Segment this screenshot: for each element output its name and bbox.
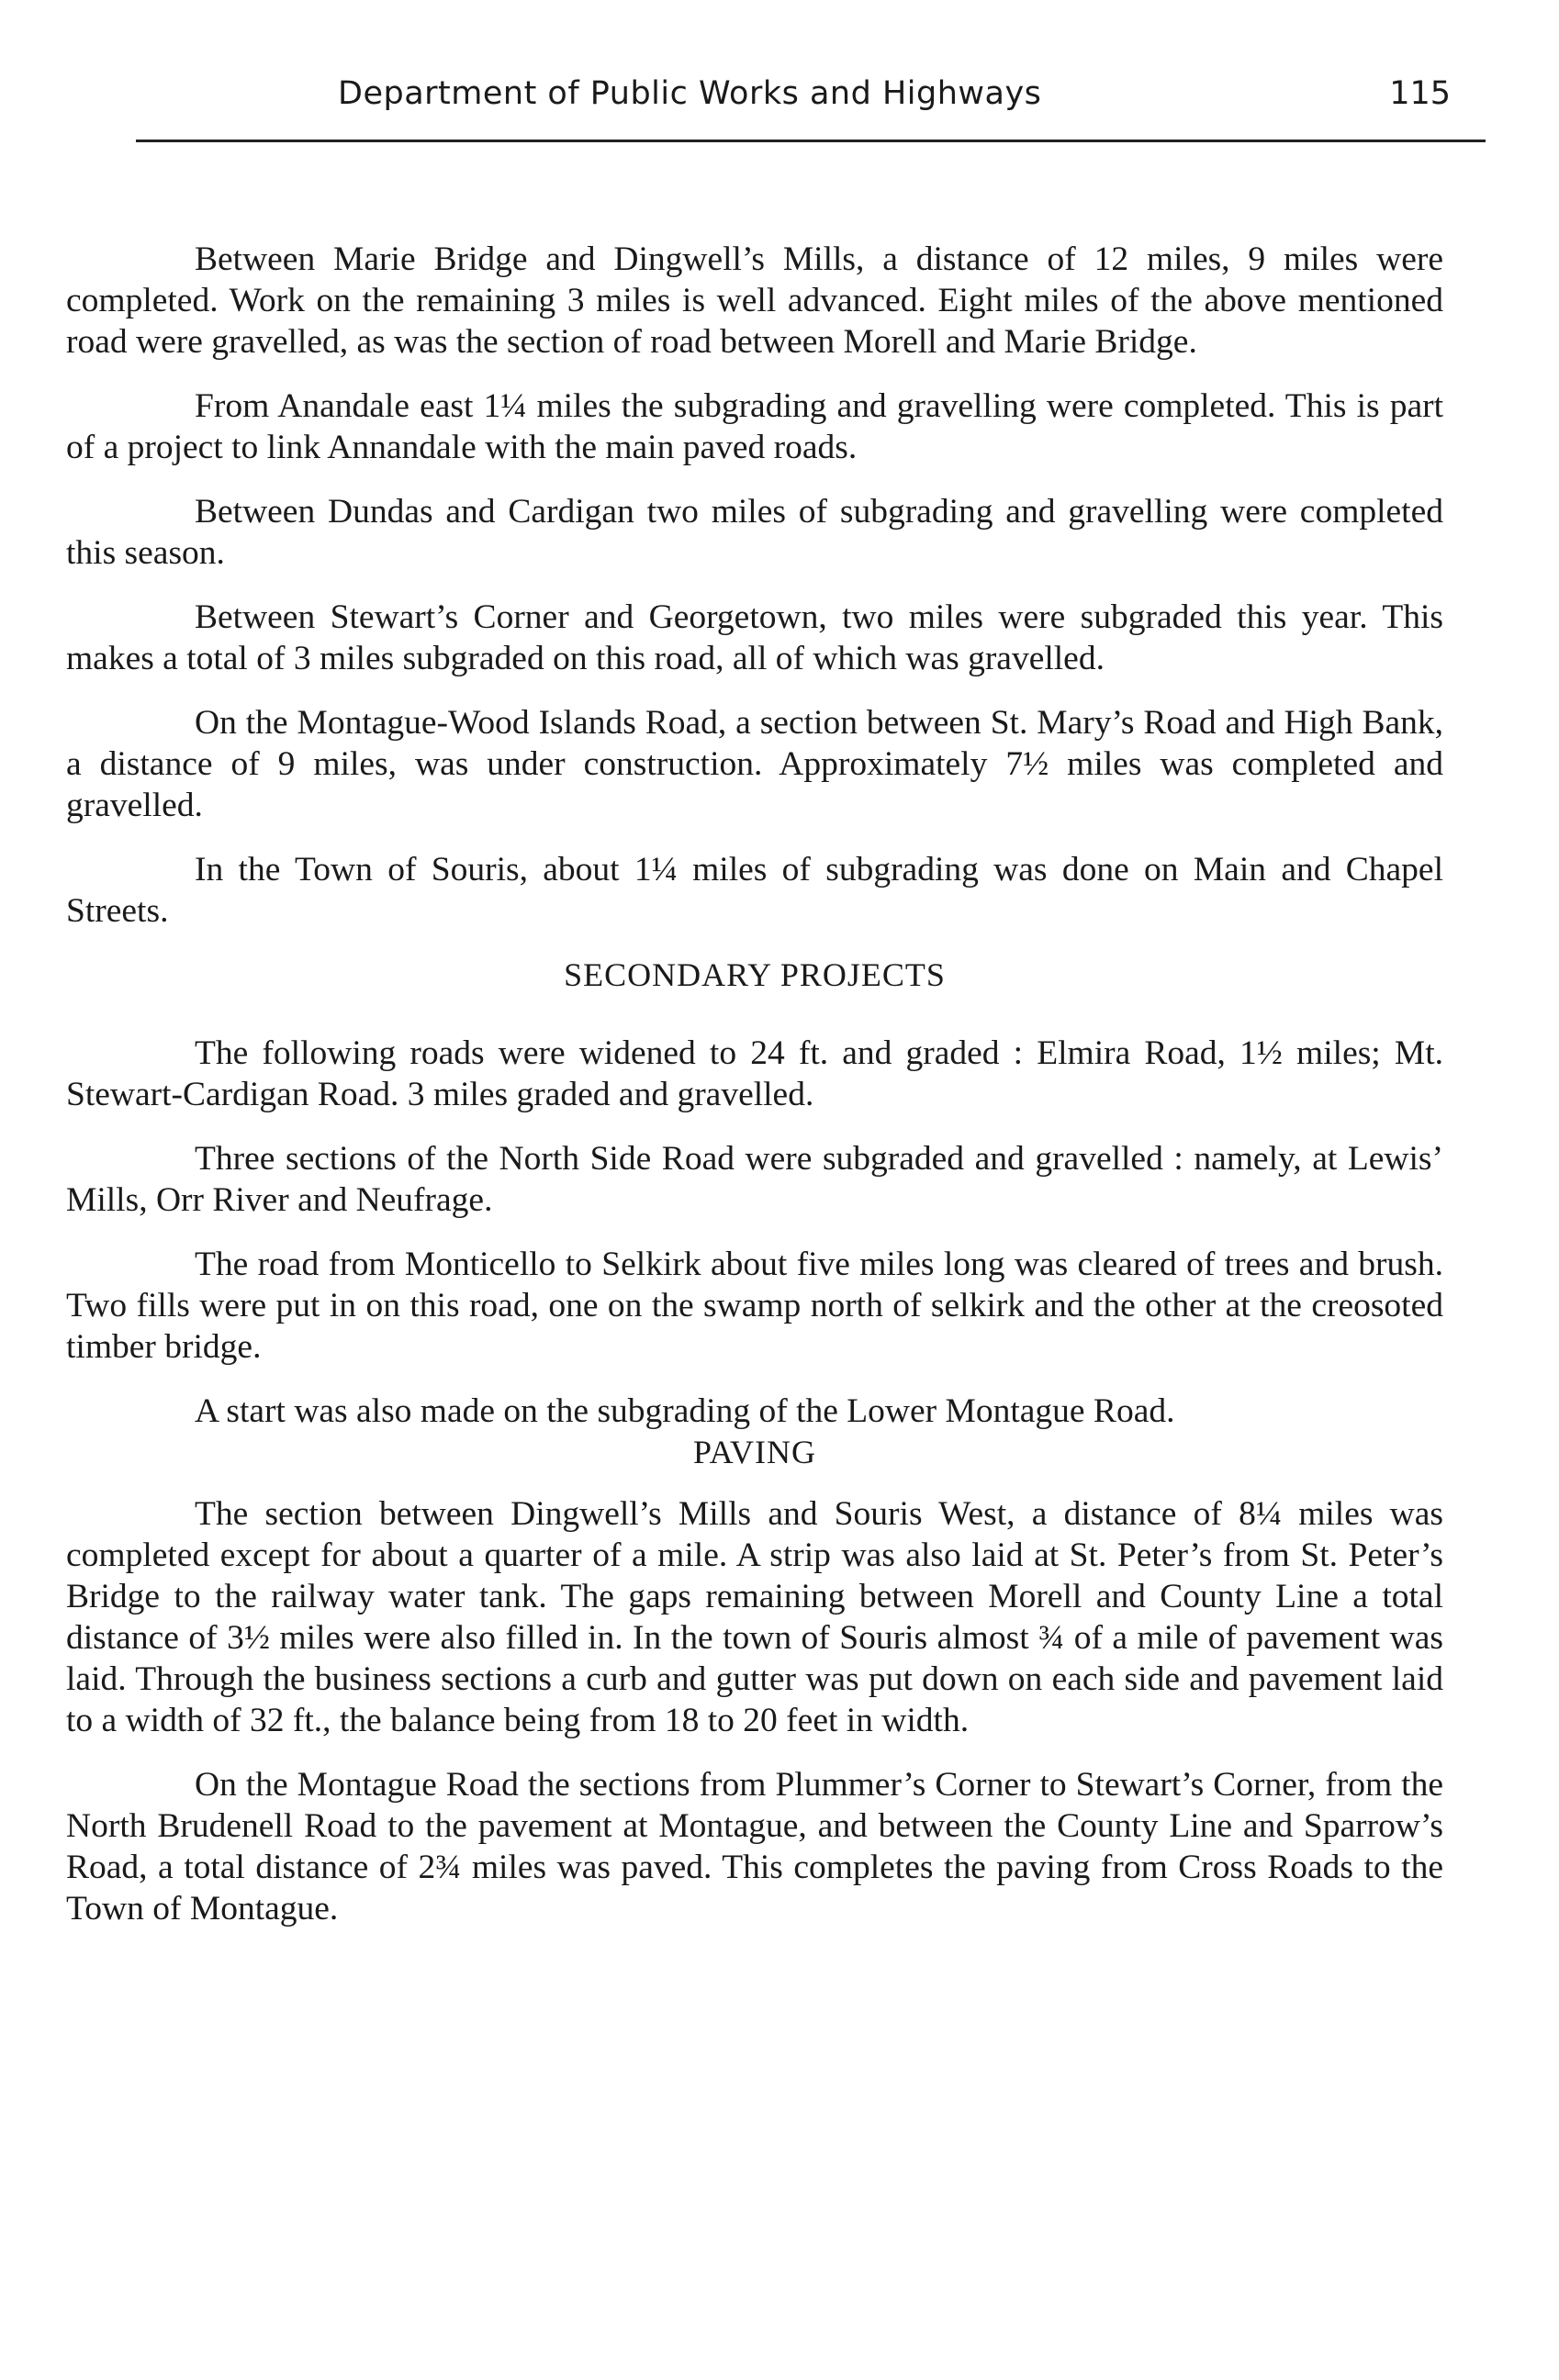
- header-title: Department of Public Works and Highways: [338, 75, 1042, 112]
- section-heading-paving: PAVING: [692, 1434, 817, 1470]
- paragraph: A start was also made on the subgrading of the Lower Montague Road.: [195, 1392, 1175, 1430]
- paragraph: The road from Monticello to Selkirk about five miles long was cleared of trees and brush. Two fills were put in on this road, one on the swamp north of selkirk and the other at the creosoted timber bridge.: [66, 1246, 1443, 1366]
- section-heading-secondary-projects: SECONDARY PROJECTS: [564, 956, 946, 993]
- header-rule: [136, 140, 1486, 142]
- paragraph: Between Marie Bridge and Dingwell’s Mills, a distance of 12 miles, 9 miles were completed. Work on the remaining 3 miles is well advanced. Eight miles of the above mentioned road were gravelled, as was the section of road between Morell and Marie Bridge.: [66, 240, 1443, 361]
- paragraph: Between Dundas and Cardigan two miles of subgrading and gravelling were completed this season.: [66, 493, 1443, 572]
- page-number: 115: [1389, 75, 1451, 112]
- document-page: [66, 64, 1451, 1927]
- body-text: [66, 239, 1443, 1952]
- paragraph: In the Town of Souris, about 1¼ miles of subgrading was done on Main and Chapel Streets.: [66, 851, 1443, 930]
- paragraph: On the Montague Road the sections from Plummer’s Corner to Stewart’s Corner, from the North Brudenell Road to the pavement at Montague, and between the County Line and Sparrow’s Road, a total distance of 2¾ miles was paved. This completes the paving from Cross Roads to the Town of Montague.: [66, 1766, 1443, 1927]
- paragraph: Three sections of the North Side Road were subgraded and gravelled : namely, at Lewis’ Mills, Orr River and Neufrage.: [66, 1140, 1443, 1219]
- paragraph: Between Stewart’s Corner and Georgetown, two miles were subgraded this year. This makes a total of 3 miles subgraded on this road, all of which was gravelled.: [66, 598, 1443, 677]
- paragraph: On the Montague-Wood Islands Road, a section between St. Mary’s Road and High Bank, a distance of 9 miles, was under construction. Approximately 7½ miles was completed and gravelled.: [66, 704, 1443, 824]
- paragraph: From Anandale east 1¼ miles the subgrading and gravelling were completed. This is part of a project to link Annandale with the main paved roads.: [66, 387, 1443, 466]
- running-header: [66, 64, 1451, 119]
- paragraph: The following roads were widened to 24 ft. and graded : Elmira Road, 1½ miles; Mt. Stewart-Cardigan Road. 3 miles graded and gravelled.: [66, 1034, 1443, 1113]
- paragraph: The section between Dingwell’s Mills and Souris West, a distance of 8¼ miles was completed except for about a quarter of a mile. A strip was also laid at St. Peter’s from St. Peter’s Bridge to the railway water tank. The gaps remaining between Morell and County Line a total distance of 3½ miles were also filled in. In the town of Souris almost ¾ of a mile of pavement was laid. Through the business sections a curb and gutter was put down on each side and pavement laid to a width of 32 ft., the balance being from 18 to 20 feet in width.: [66, 1495, 1443, 1739]
